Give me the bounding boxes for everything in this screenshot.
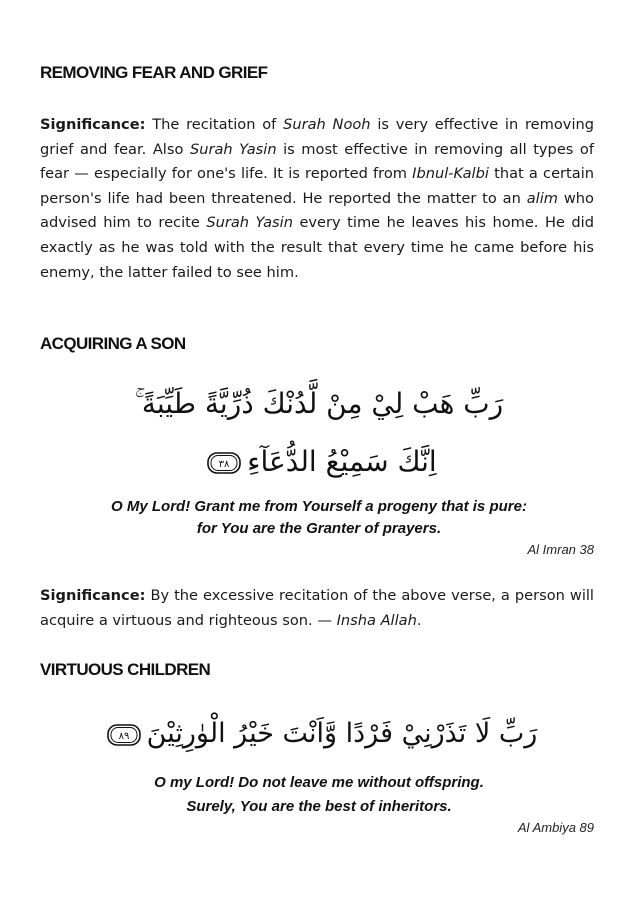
- text-span: is very effective in removing grief and fear. Also: [40, 116, 595, 158]
- significance-paragraph-fear: [40, 113, 594, 285]
- ayah-number: ٨٩: [118, 730, 130, 742]
- significance-label: Significance:: [40, 587, 146, 604]
- section-heading-acquiring-son: ACQUIRING A SON: [40, 334, 186, 353]
- verse-reference: Al Ambiya 89: [517, 820, 594, 835]
- section-heading-removing-fear: REMOVING FEAR AND GRIEF: [40, 63, 268, 82]
- arabic-verse-line-2: [0, 440, 638, 484]
- text-span: The recitation of: [145, 116, 284, 133]
- arabic-verse-line-1: رَبِّ هَبْ لِيْ مِنْ لَّدُنْكَ ذُرِّيَّةً طَيِّبَةً ۚ: [134, 387, 504, 420]
- text-span: who advised him to recite: [40, 189, 594, 232]
- ayah-number-medallion-icon: [107, 724, 141, 746]
- text-span: every time he leaves his home. He did exactly as he was told with the result that every time he came before his enemy, the latter failed to see him.: [40, 214, 594, 281]
- ayah-number-medallion-icon: [207, 452, 241, 474]
- text-span: By the excessive recitation of the above verse, a person will acquire a virtuous and righteous son. —: [40, 587, 594, 629]
- italic-term: Insha Allah: [336, 611, 417, 629]
- translation-line-2: for You are the Granter of prayers.: [196, 520, 442, 537]
- text-span: that a certain person's life had been threatened. He reported the matter to an: [40, 165, 595, 207]
- text-span: .: [416, 611, 422, 629]
- verse-reference: Al Imran 38: [527, 542, 594, 557]
- text-span: is most effective in removing all types of fear — especially for one's life. It is reported from: [40, 140, 594, 183]
- translation-line-2: Surely, You are the best of inheritors.: [186, 798, 452, 815]
- arabic-verse-text: رَبِّ لَا تَذَرْنِيْ فَرْدًا وَّاَنْتَ خَيْرُ الْوٰرِثِيْنَ: [146, 718, 538, 749]
- translation-line-1: O My Lord! Grant me from Yourself a progeny that is pure:: [111, 498, 527, 515]
- italic-term: Surah Yasin: [206, 214, 293, 232]
- italic-term: Ibnul-Kalbi: [412, 165, 489, 183]
- italic-term: Surah Nooh: [283, 116, 371, 133]
- arabic-verse-text: اِنَّكَ سَمِيْعُ الدُّعَآءِ: [247, 445, 437, 478]
- arabic-verse-line: [0, 712, 638, 756]
- translation-line-1: O my Lord! Do not leave me without offspring.: [154, 774, 484, 791]
- significance-paragraph-son: [40, 584, 594, 633]
- significance-label: Significance:: [40, 116, 146, 133]
- section-heading-virtuous-children: VIRTUOUS CHILDREN: [40, 660, 211, 679]
- italic-term: Surah Yasin: [189, 140, 277, 158]
- italic-term: alim: [526, 189, 559, 207]
- ayah-number: ٣٨: [218, 459, 230, 470]
